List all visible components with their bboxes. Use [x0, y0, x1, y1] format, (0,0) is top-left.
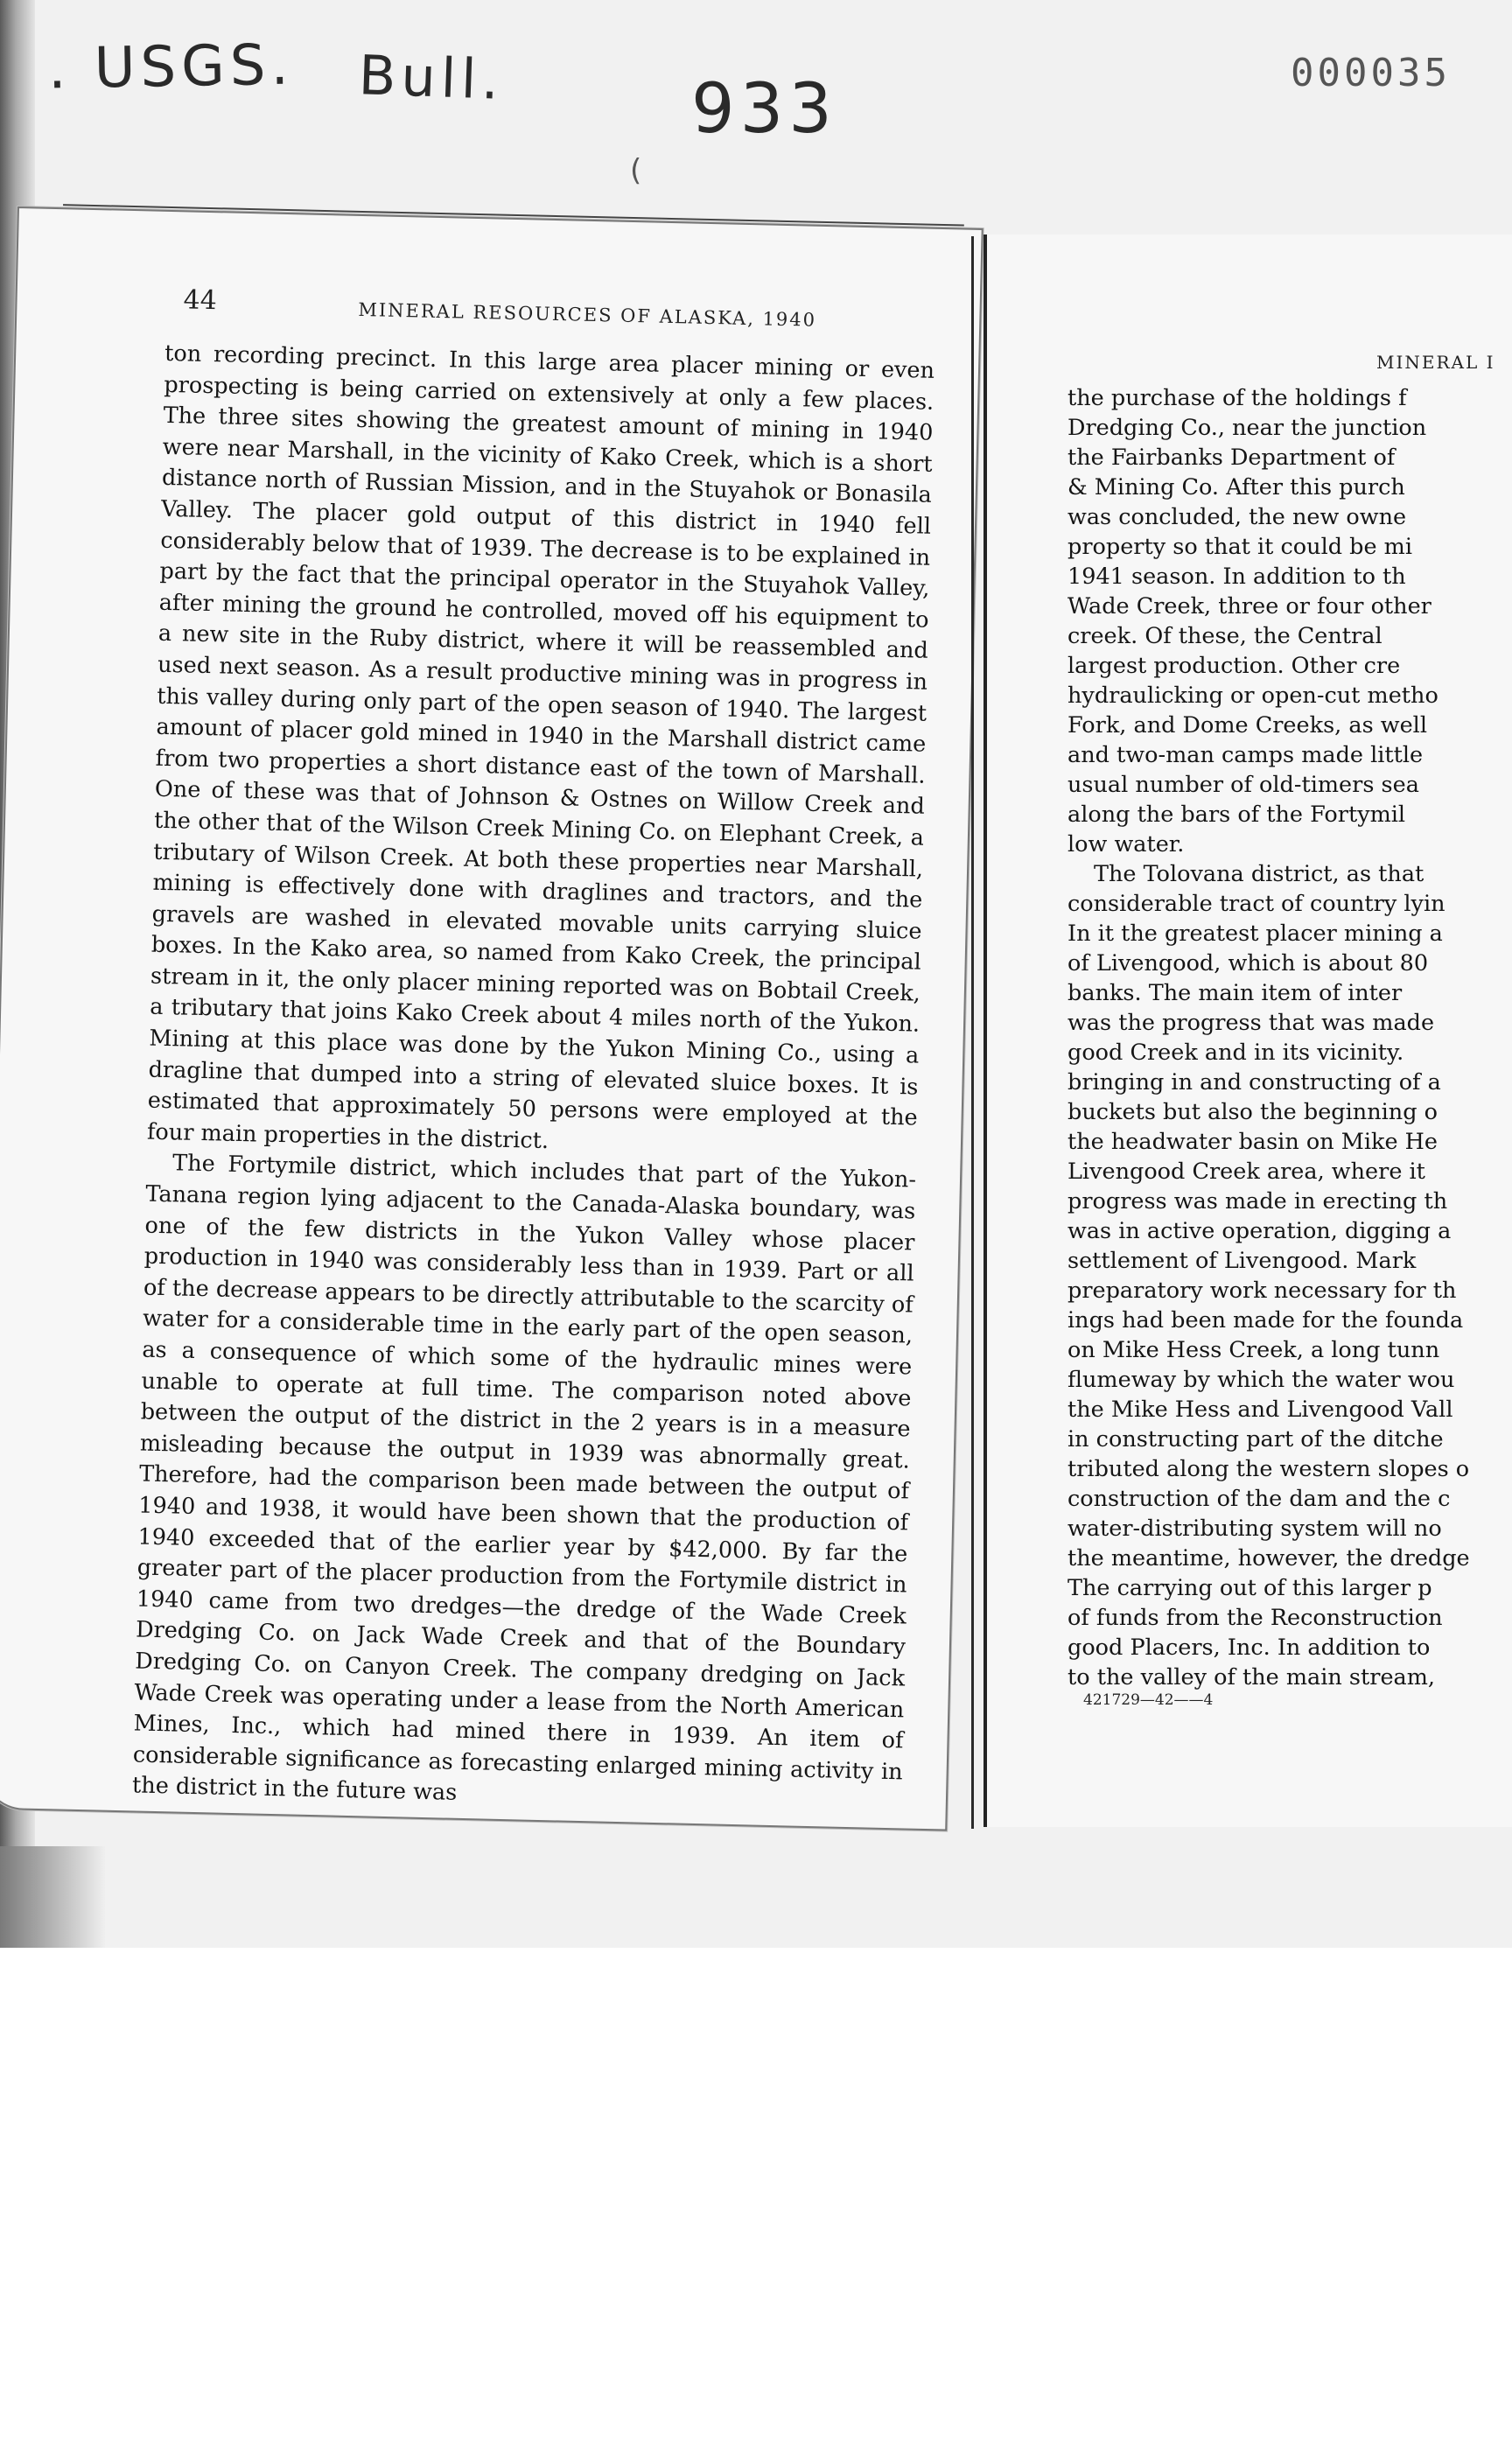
text-line: Wade Creek, three or four other [1068, 593, 1432, 620]
paragraph: ton recording precinct. In this large area placer mining or even prospecting is being carried on extensively at only a few places. The three sites showing the greatest amount of mining in 1940 were near Marshall, in the vicinity of Kako Creek, which is a short distance north of Russian Mission, and in the Stuyahok or Bonasila Valley. The placer gold output of this district in 1940 fell considerably below that of 1939. The decrease is to be explained in part by the fact that the principal operator in the Stuyahok Valley, after mining the ground he controlled, moved off his equipment to a new site in the Ruby district, where it will be reassembled and used next season. As a result productive mining was in progress in this valley during only part of the open season of 1940. The largest amount of placer gold mined in 1940 in the Marshall district came from two properties a short distance east of the town of Marshall. One of these was that of Johnson & Ostnes on Willow Creek and the other that of the Wilson Creek Mining Co. on Elephant Creek, a tributary of Wilson Creek. At both these properties near Marshall, mining is effectively done with draglines and tractors, and the gravels are washed in elevated movable units carrying sluice boxes. In the Kako area, so named from Kako Creek, the principal stream in it, the only placer mining reported was on Bobtail Creek, a tributary that joins Kako Creek about 4 miles north of the Yukon. Mining at this place was done by the Yukon Mining Co., using a dragline that dumped into a string of elevated sluice boxes. It is estimated that approximately 50 persons were employed at the four main properties in the district. [146, 340, 935, 1154]
text-line: was concluded, the new owne [1068, 504, 1407, 530]
document-stamp-number: 000035 [1291, 51, 1451, 95]
page-fold-line [971, 236, 974, 1829]
text-line: property so that it could be mi [1068, 534, 1413, 560]
text-line: the Fairbanks Department of [1068, 444, 1396, 471]
print-code-footnote: 421729—42——4 [1083, 1691, 1214, 1709]
text-line: progress was made in erecting th [1068, 1188, 1448, 1214]
handwritten-number: 933 [691, 70, 837, 149]
text-line: The Tolovana district, as that [1094, 861, 1424, 887]
text-line: usual number of old-timers sea [1068, 772, 1419, 798]
text-line: bringing in and constructing of a [1068, 1069, 1441, 1096]
text-line: Livengood Creek area, where it [1068, 1158, 1425, 1185]
text-line: & Mining Co. After this purch [1068, 474, 1405, 500]
text-line: to the valley of the main stream, [1068, 1664, 1436, 1690]
right-page [984, 234, 1512, 1827]
scan-corner-shadow [0, 1846, 105, 1948]
text-line: water-distributing system will no [1068, 1516, 1442, 1542]
text-line: in constructing part of the ditche [1068, 1426, 1444, 1452]
text-line: flumeway by which the water wou [1068, 1367, 1455, 1393]
text-line: along the bars of the Fortymil [1068, 802, 1406, 828]
text-line: was the progress that was made [1068, 1010, 1435, 1036]
running-head-title: MINERAL RESOURCES OF ALASKA, 1940 [358, 298, 817, 331]
paragraph: The Fortymile district, which includes that part of the Yukon-Tanana region lying adjacent to the Canada-Alaska boundary, was one of the few districts in the Yukon Valley whose placer production in 1940 was considerably less than in 1939. Part or all of the decrease appears to be directly attributable to the scarcity of water for a considerable time in the early part of the open season, as a consequence of which some of the hydraulic mines were unable to operate at full time. The comparison noted above between the output of the district in the 2 years is in a measure misleading because the output in 1939 was abnormally great. Therefore, had the comparison been made between the output of 1940 and 1938, it would have been shown that the production of 1940 exceeded that of the earlier year by $42,000. By far the greater part of the placer production from the Fortymile district in 1940 came from two dredges—the dredge of the Wade Creek Dredging Co. on Jack Wade Creek and that of the Boundary Dredging Co. on Canyon Creek. The company dredging on Jack Wade Creek was operating under a lease from the North American Mines, Inc., which had mined there in 1939. An item of considerable significance as forecasting enlarged mining activity in the district in the future was [131, 1150, 917, 1807]
text-line: ings had been made for the founda [1068, 1307, 1464, 1334]
text-line: construction of the dam and the c [1068, 1486, 1451, 1512]
text-line: on Mike Hess Creek, a long tunn [1068, 1337, 1440, 1363]
left-running-head [183, 284, 936, 331]
handwritten-usgs: . USGS. [47, 32, 295, 102]
text-line: settlement of Livengood. Mark [1068, 1248, 1417, 1274]
page-top-edge [63, 204, 964, 226]
text-line: the Mike Hess and Livengood Vall [1068, 1396, 1453, 1423]
text-line: buckets but also the beginning o [1068, 1099, 1438, 1125]
text-line: considerable tract of country lyin [1068, 891, 1446, 917]
left-page [0, 206, 984, 1831]
right-text-column [1068, 383, 1512, 1692]
right-running-head: MINERAL I [1376, 352, 1495, 373]
text-line: preparatory work necessary for th [1068, 1278, 1457, 1304]
text-line: low water. [1068, 831, 1185, 858]
text-line: of funds from the Reconstruction [1068, 1605, 1443, 1631]
text-line: 1941 season. In addition to th [1068, 564, 1406, 590]
text-line: Fork, and Dome Creeks, as well [1068, 712, 1427, 738]
text-line: was in active operation, digging a [1068, 1218, 1452, 1244]
text-line: The carrying out of this larger p [1068, 1575, 1432, 1601]
text-line: the purchase of the holdings f [1068, 385, 1407, 411]
text-line: hydraulicking or open-cut metho [1068, 682, 1438, 709]
left-text-column [132, 339, 935, 1819]
text-line: the headwater basin on Mike He [1068, 1129, 1438, 1155]
text-line: tributed along the western slopes o [1068, 1456, 1470, 1482]
text-line: good Creek and in its vicinity. [1068, 1040, 1404, 1066]
page-number: 44 [183, 284, 218, 317]
text-line: Dredging Co., near the junction [1068, 415, 1427, 441]
text-line: and two-man camps made little [1068, 742, 1424, 768]
handwritten-mark: ( [630, 153, 648, 188]
text-line: creek. Of these, the Central [1068, 623, 1382, 649]
text-line: In it the greatest placer mining a [1068, 920, 1443, 947]
handwritten-bull: Bull. [357, 43, 506, 112]
text-line: good Placers, Inc. In addition to [1068, 1634, 1431, 1661]
text-line: banks. The main item of inter [1068, 980, 1403, 1006]
text-line: the meantime, however, the dredge [1068, 1545, 1470, 1572]
text-line: largest production. Other cre [1068, 653, 1401, 679]
text-line: of Livengood, which is about 80 [1068, 950, 1429, 976]
